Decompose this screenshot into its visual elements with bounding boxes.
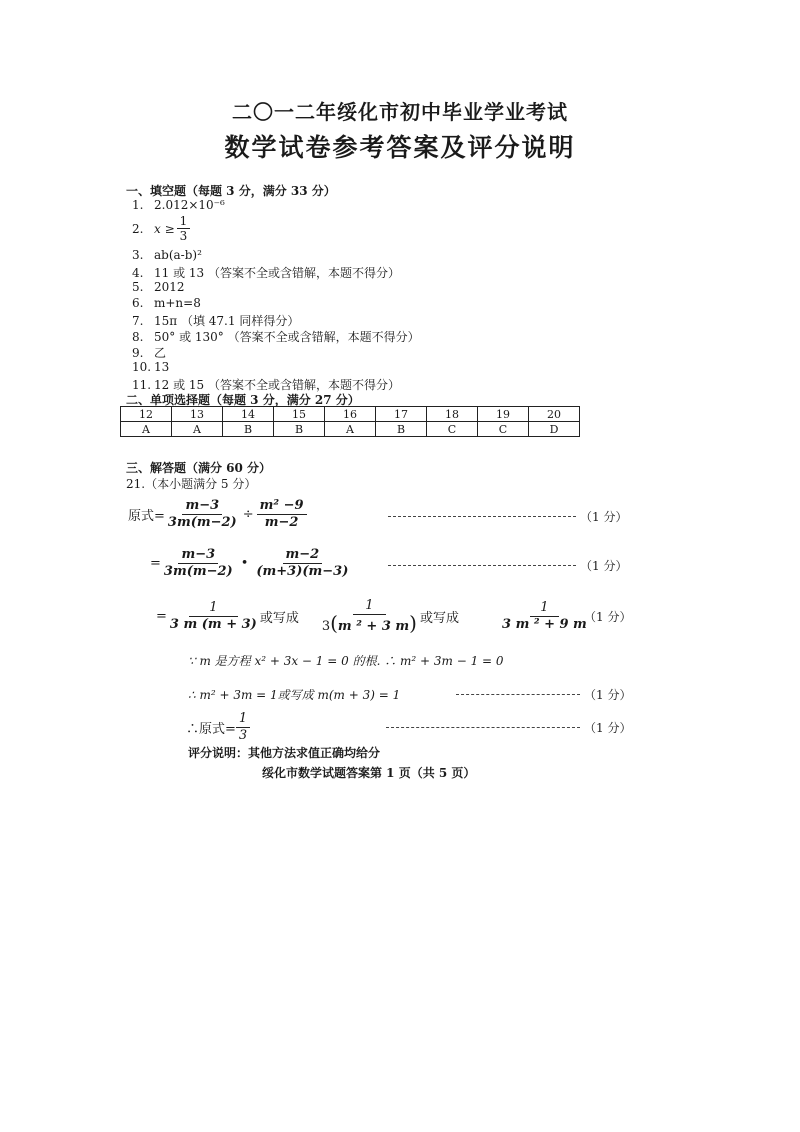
score-leader-line <box>386 727 580 728</box>
numerator: 1 <box>236 711 250 728</box>
item-number: 5. <box>132 280 144 294</box>
denominator: (m+3)(m−3) <box>256 564 349 579</box>
solution-step-2 <box>150 547 351 580</box>
answer-item <box>132 312 299 329</box>
answer-item <box>132 214 190 243</box>
denominator: 3m(m−2) <box>167 515 237 530</box>
solution-step-5: ∴ m² + 3m = 1或写成 m(m + 3) = 1 <box>188 688 401 702</box>
divide-sign: ÷ <box>242 507 254 522</box>
denominator: 3 m (m + 3) <box>169 617 257 632</box>
item-text: ab(a-b)² <box>154 248 202 262</box>
item-number: 6. <box>132 296 144 310</box>
numerator: 1 <box>189 600 237 617</box>
choice-answer-table <box>120 406 580 437</box>
score-label: （1 分） <box>580 559 628 573</box>
answer-item <box>132 280 185 294</box>
numerator: m−3 <box>182 498 222 515</box>
answer-item <box>132 264 400 281</box>
score-leader-line <box>388 516 576 517</box>
exam-title: 二〇一二年绥化市初中毕业学业考试 <box>232 100 568 124</box>
section1-heading: 一、填空题（每题 3 分，满分 33 分） <box>126 184 336 198</box>
choice-answer: A <box>325 422 376 437</box>
item-number: 10. <box>132 360 152 374</box>
choice-answer: B <box>223 422 274 437</box>
fraction <box>161 547 236 580</box>
item-text: 11 或 13 （答案不全或含错解，本题不得分） <box>154 266 400 280</box>
denominator: 3 <box>179 229 188 243</box>
item-text: 13 <box>154 360 170 374</box>
item-number: 9. <box>132 346 144 360</box>
question-number: 17 <box>376 407 427 422</box>
coefficient: 3 <box>321 619 331 634</box>
question-number: 13 <box>172 407 223 422</box>
step-prefix: = <box>156 609 167 624</box>
choice-answer: A <box>172 422 223 437</box>
alternative-text: 或写成 <box>259 611 299 626</box>
question-number-row <box>121 407 580 422</box>
step-prefix: = <box>150 556 161 571</box>
denominator: 3 m ² + 9 m <box>502 617 587 632</box>
step-prefix: ∴原式= <box>186 722 236 737</box>
score-label: （1 分） <box>584 688 632 702</box>
choice-answer: B <box>376 422 427 437</box>
solution-step-4: ∵ m 是方程 x² + 3x − 1 = 0 的根. ∴ m² + 3m − 1 = 0 <box>188 654 504 668</box>
answer-row <box>121 422 580 437</box>
denominator: m−2 <box>264 515 299 530</box>
item-number: 3. <box>132 248 144 262</box>
answer-item <box>132 248 202 262</box>
score-label: （1 分） <box>580 510 628 524</box>
fraction <box>177 214 191 243</box>
question-number: 18 <box>427 407 478 422</box>
answer-item <box>132 198 225 212</box>
item-text: 12 或 15 （答案不全或含错解，本题不得分） <box>154 378 400 392</box>
item-number: 8. <box>132 330 144 344</box>
item-text: 15π （填 47.1 同样得分） <box>154 314 300 328</box>
answer-item <box>132 344 166 361</box>
question-number: 16 <box>325 407 376 422</box>
answer-item <box>132 360 169 374</box>
right-paren-icon: ) <box>409 611 417 635</box>
numerator: 1 <box>353 598 385 615</box>
choice-answer: A <box>121 422 172 437</box>
denominator <box>319 611 420 635</box>
numerator: m−2 <box>283 547 323 564</box>
section2-heading: 二、单项选择题（每题 3 分，满分 27 分） <box>126 393 360 407</box>
item-text: x ≥ <box>154 221 175 236</box>
item-text: 乙 <box>154 346 167 360</box>
answer-key-title: 数学试卷参考答案及评分说明 <box>224 133 576 162</box>
page-footer: 绥化市数学试题答案第 1 页（共 5 页） <box>262 766 476 780</box>
left-paren-icon: ( <box>330 611 338 635</box>
fraction <box>253 547 351 580</box>
numerator: 1 <box>530 600 558 617</box>
choice-answer: D <box>529 422 580 437</box>
numerator: m−3 <box>178 547 218 564</box>
question-number: 12 <box>121 407 172 422</box>
choice-answer: C <box>478 422 529 437</box>
scoring-note: 评分说明：其他方法求值正确均给分 <box>188 746 381 760</box>
alternative-text: 或写成 <box>419 611 459 626</box>
answer-item <box>132 296 201 310</box>
fraction <box>167 600 260 633</box>
numerator: 1 <box>177 214 191 229</box>
step-prefix: 原式= <box>128 509 165 524</box>
choice-answer: B <box>274 422 325 437</box>
solution-step-3 <box>156 598 590 635</box>
score-leader-line <box>456 694 580 695</box>
inner-expression: m ² + 3 m <box>337 619 410 634</box>
question-number: 20 <box>529 407 580 422</box>
item-text: 50° 或 130° （答案不全或含错解，本题不得分） <box>154 330 420 344</box>
score-leader-line <box>388 565 576 566</box>
fraction <box>257 498 307 531</box>
choice-answer: C <box>427 422 478 437</box>
question-number: 15 <box>274 407 325 422</box>
question-number: 14 <box>223 407 274 422</box>
score-label: （1 分） <box>584 610 632 624</box>
item-number: 2. <box>132 221 144 236</box>
item-number: 11. <box>132 378 152 392</box>
section3-heading: 三、解答题（满分 60 分） <box>126 461 272 475</box>
score-label: （1 分） <box>584 721 632 735</box>
question-number: 19 <box>478 407 529 422</box>
fraction <box>499 600 590 633</box>
item-text: m+n=8 <box>154 296 201 310</box>
fraction <box>165 498 240 531</box>
numerator: m² −9 <box>257 498 307 515</box>
item-number: 4. <box>132 266 144 280</box>
denominator: 3 <box>238 728 248 743</box>
fraction <box>236 711 250 744</box>
item-text: 2.012×10⁻⁶ <box>154 198 225 212</box>
solution-step-6 <box>186 711 250 744</box>
answer-item <box>132 328 420 345</box>
item-text: 2012 <box>154 280 185 294</box>
item-number: 1. <box>132 198 144 212</box>
fraction <box>319 598 420 635</box>
solution-step-1 <box>128 498 307 531</box>
denominator: 3m(m−2) <box>163 564 233 579</box>
question-21-label: 21.（本小题满分 5 分） <box>126 477 257 491</box>
item-number: 7. <box>132 314 144 328</box>
multiply-sign: • <box>240 556 249 571</box>
